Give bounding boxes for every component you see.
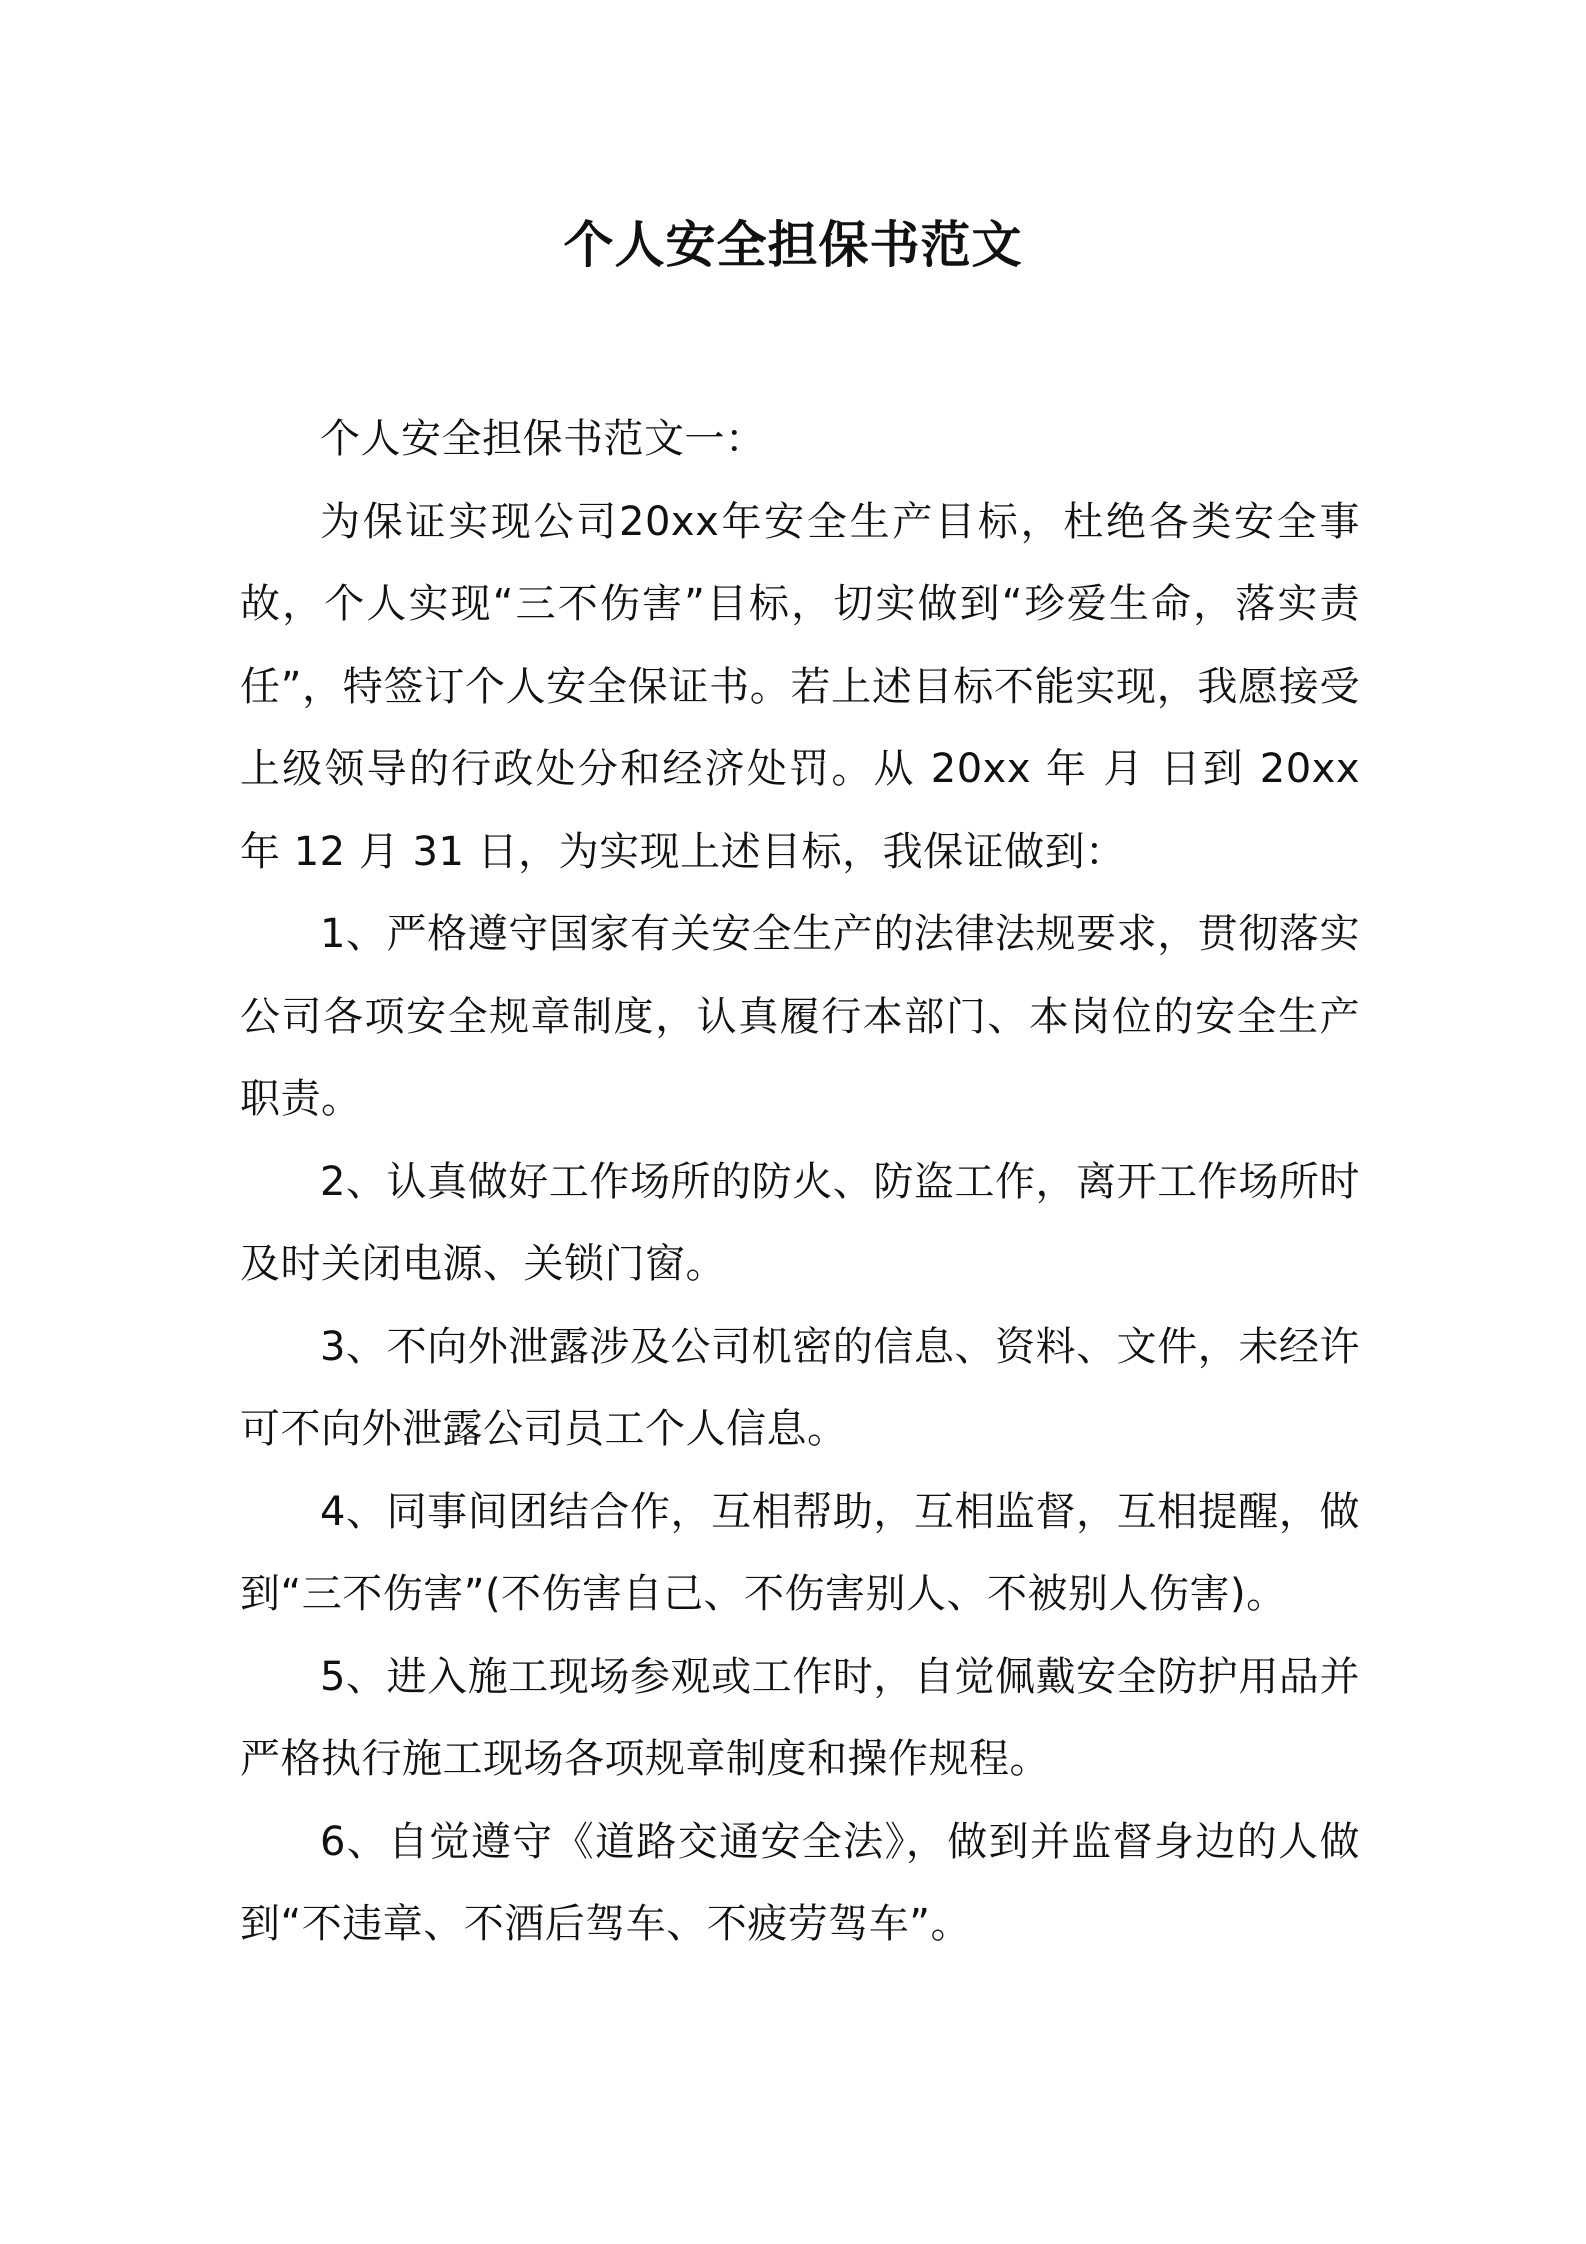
document-title: 个人安全担保书范文 [563, 216, 1023, 274]
list-item: 5、进入施工现场参观或工作时，自觉佩戴安全防护用品并严格执行施工现场各项规章制度和操作规程。 [240, 1653, 1360, 1782]
intro-paragraph: 为保证实现公司20xx年安全生产目标，杜绝各类安全事故，个人实现“三不伤害”目标，切实做到“珍爱生命，落实责任”，特签订个人安全保证书。若上述目标不能实现，我愿接受上级领导的行政处分和经济处罚。从 20xx 年 月 日到 20xx 年 12 月 31 日，为实现上述目标，我保证做到： [240, 498, 1360, 875]
list-item: 3、不向外泄露涉及公司机密的信息、资料、文件，未经许可不向外泄露公司员工个人信息。 [240, 1323, 1360, 1452]
section-heading: 个人安全担保书范文一： [320, 416, 766, 462]
list-item: 2、认真做好工作场所的防火、防盗工作，离开工作场所时及时关闭电源、关锁门窗。 [240, 1158, 1360, 1287]
document-body [240, 398, 1360, 1966]
list-item: 4、同事间团结合作，互相帮助，互相监督，互相提醒，做到“三不伤害”(不伤害自己、不伤害别人、不被别人伤害)。 [240, 1488, 1360, 1617]
list-item: 6、自觉遵守《道路交通安全法》，做到并监督身边的人做到“不违章、不酒后驾车、不疲劳驾车”。 [240, 1818, 1360, 1947]
list-item: 1、严格遵守国家有关安全生产的法律法规要求，贯彻落实公司各项安全规章制度，认真履行本部门、本岗位的安全生产职责。 [240, 911, 1360, 1122]
